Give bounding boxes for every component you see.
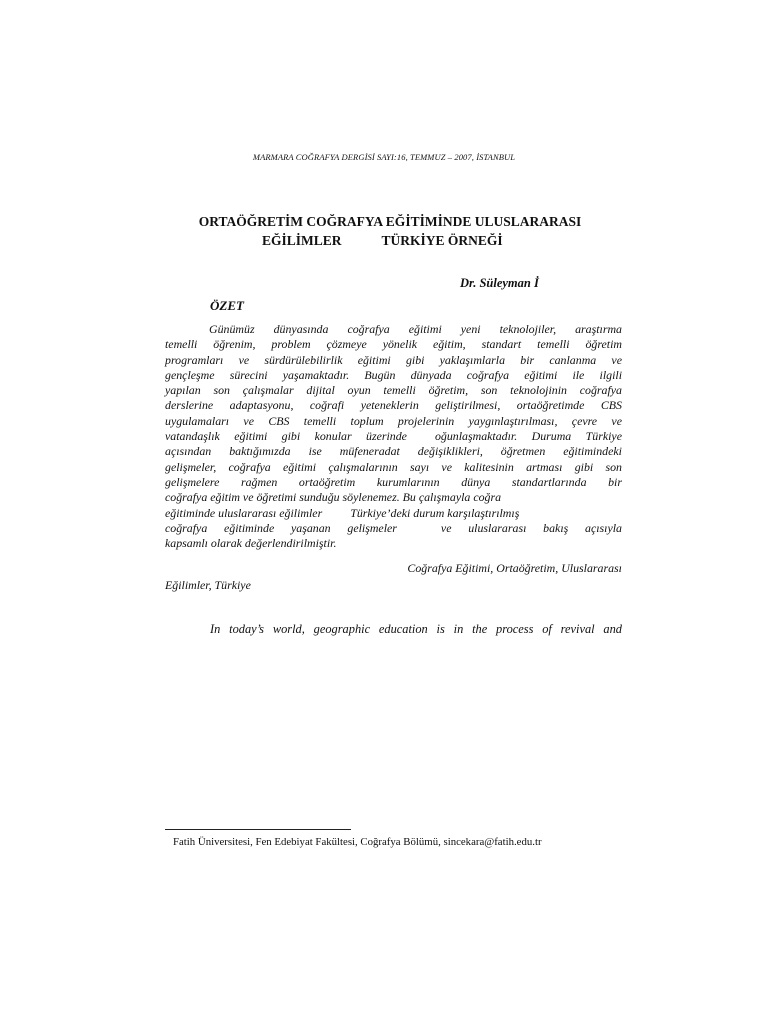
abstract-line: programları ve sürdürülebilirlik eğitimi gibi yaklaşımlarla bir canlanma ve — [165, 352, 622, 367]
title-line-2-part-b: TÜRKİYE ÖRNEĞİ — [381, 233, 503, 248]
article-title — [150, 212, 630, 250]
abstract-line: uygulamaları ve CBS temelli toplum projelerinin yaygınlaştırılması, çevre ve — [165, 413, 622, 428]
abstract-line-segment: oğunlaşmaktadır. Duruma Türkiye — [434, 429, 622, 444]
abstract-line: temelli öğrenim, problem çözmeye yönelik eğitim, standart temelli öğretim — [165, 337, 622, 352]
title-line-2 — [150, 231, 630, 250]
title-line-1: ORTAÖĞRETİM COĞRAFYA EĞİTİMİNDE ULUSLARARASI — [198, 214, 582, 229]
abstract-line: derslerine adaptasyonu, coğrafi yeteneklerin geliştirilmesi, ortaöğretimde CBS — [165, 398, 622, 413]
keywords-line-2: Eğilimler, Türkiye — [165, 578, 251, 592]
abstract-line: açısından baktığımızda ise müfeneradat değişiklikleri, öğretmen eğitimindeki — [165, 444, 622, 459]
abstract-line: gelişmeler, coğrafya eğitimi çalışmalarının sayı ve kalitesinin artması gibi son — [165, 459, 622, 474]
footnote: Fatih Üniversitesi, Fen Edebiyat Fakültesi, Coğrafya Bölümü, sincekara@fatih.edu.tr — [173, 836, 542, 848]
abstract-line-segment: Türkiye’deki durum karşılaştırılmış — [350, 505, 520, 520]
keywords-line-1: Coğrafya Eğitimi, Ortaöğretim, Uluslararası — [407, 561, 622, 575]
english-abstract-start: In today’s world, geographic education is in the process of revival and — [210, 622, 622, 636]
abstract-line: yapılan son çalışmalar dijital oyun temelli öğretim, son teknolojinin coğrafya — [165, 383, 622, 398]
journal-header: MARMARA COĞRAFYA DERGİSİ SAYI:16, TEMMUZ – 2007, İSTANBUL — [252, 152, 516, 162]
abstract-line: gençleşme sürecini yaşamaktadır. Bugün dünyada coğrafya eğitimi ile ilgili — [165, 367, 622, 382]
footnote-divider — [165, 829, 351, 830]
abstract-line-segment: coğrafya eğitiminde yaşanan gelişmeler — [165, 520, 397, 535]
abstract-line — [165, 521, 622, 536]
abstract-line: coğrafya eğitim ve öğretimi sunduğu söylenemez. Bu çalışmayla coğra — [165, 490, 502, 505]
abstract-line: Günümüz dünyasında coğrafya eğitimi yeni teknolojiler, araştırma — [209, 322, 622, 336]
abstract-line — [165, 506, 622, 521]
abstract-heading: ÖZET — [210, 298, 244, 313]
title-line-2-part-a: EĞİLİMLER — [262, 233, 342, 248]
abstract-line — [165, 429, 622, 444]
abstract-line-segment: ve uluslararası bakış açısıyla — [440, 520, 622, 535]
abstract-line: kapsamlı olarak değerlendirilmiştir. — [165, 536, 337, 551]
abstract-line-segment: eğitiminde uluslararası eğilimler — [165, 505, 323, 520]
author-name: Dr. Süleyman İ — [460, 276, 539, 290]
abstract-line-segment: vatandaşlık eğitimi gibi konular üzerinde — [165, 429, 407, 444]
keywords — [165, 560, 622, 594]
abstract-line: gelişmelere rağmen ortaöğretim kurumlarının dünya standartlarında bir — [165, 474, 622, 489]
abstract-body — [165, 322, 622, 551]
